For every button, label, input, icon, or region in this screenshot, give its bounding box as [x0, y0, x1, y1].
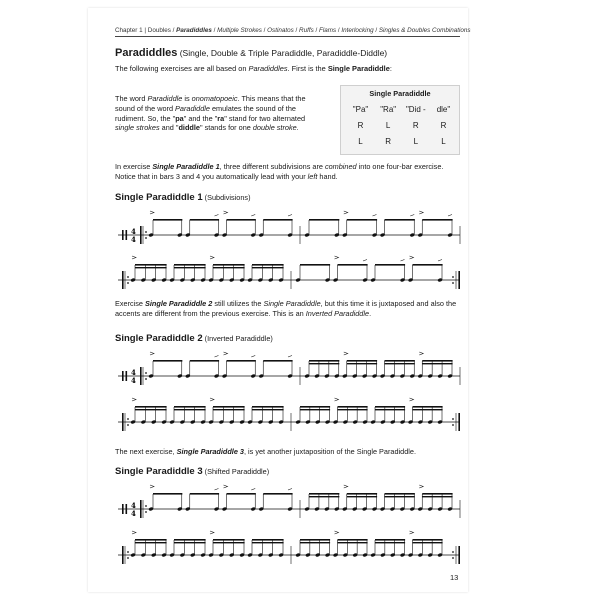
beam: [385, 363, 415, 364]
accent-mark: [335, 256, 339, 259]
repeat-dot: [452, 424, 454, 426]
beam: [375, 409, 405, 410]
crumb-multiple-strokes: Multiple Strokes: [217, 27, 262, 34]
accent-mark: [150, 352, 154, 355]
beam: [413, 264, 443, 266]
exercise-1-title: Single Paradiddle 1 (Subdivisions): [115, 192, 251, 203]
beam: [135, 267, 167, 268]
exercise-2-description: Exercise Single Paradiddle 2 still utilizes the Single Paradiddle, but this time it is juxtaposed and also the accents are different from the previous exercise. This is an Inverted Paradiddle.: [115, 299, 457, 318]
beam: [422, 493, 452, 495]
beam: [338, 539, 368, 541]
percussion-clef: [126, 230, 128, 240]
accent-mark: [150, 485, 154, 488]
accent-mark: [210, 398, 214, 401]
beam: [309, 363, 339, 364]
beam: [174, 539, 206, 541]
accent-mark: [410, 398, 414, 401]
beam: [252, 542, 284, 543]
beam: [174, 267, 206, 268]
accent-mark: [132, 398, 136, 401]
beam: [213, 539, 245, 541]
crumb-interlocking: Interlocking: [341, 27, 374, 34]
beam: [153, 219, 182, 221]
sticking-box-title: Single Paradiddle: [369, 89, 431, 98]
beam: [190, 219, 219, 221]
exercise-1-staff-line-2: [110, 250, 465, 306]
percussion-clef: [126, 504, 128, 514]
accent-mark: [419, 352, 423, 355]
beam: [135, 406, 167, 408]
beam: [375, 406, 405, 408]
accent-mark: [335, 531, 339, 534]
beam: [347, 363, 377, 364]
time-signature-bottom: 4: [131, 509, 136, 518]
beam: [213, 406, 245, 408]
repeat-dot: [452, 557, 454, 559]
exercise-1-description: In exercise Single Paradiddle 1, three different subdivisions are combined into one four-bar exercise. Notice that in bars 3 and 4 you automatically lead with your left hand.: [115, 162, 444, 181]
percussion-clef: [126, 371, 128, 381]
beam: [263, 219, 292, 221]
crumb-doubles: Doubles: [147, 27, 171, 34]
beam: [174, 406, 206, 408]
beam: [135, 264, 167, 266]
repeat-dot: [145, 231, 147, 233]
accent-mark: [132, 531, 136, 534]
section-subtitle: (Single, Double & Triple Paradiddle, Paradiddle-Diddle): [177, 48, 388, 58]
crumb-ruffs: Ruffs: [299, 27, 314, 34]
beam: [385, 493, 415, 495]
paradiddle-explanation: The word Paradiddle is onomatopoeic. This means that the sound of the word Paradiddle emulates the sound of the rudiment. So, the "pa" and the "ra" stand for two alternated single strokes and "diddle" stands for one double stroke.: [115, 94, 306, 133]
time-signature-top: 4: [131, 368, 136, 377]
beam: [338, 406, 368, 408]
header-divider: [115, 36, 460, 37]
time-signature-bottom: 4: [131, 235, 136, 244]
beam: [422, 363, 452, 364]
beam: [422, 496, 452, 497]
repeat-dot: [452, 276, 454, 278]
flam-slash: [251, 489, 255, 491]
flam-slash: [215, 356, 219, 358]
crumb-paradiddles-active: Paradiddles: [176, 27, 212, 34]
beam: [227, 360, 256, 362]
beam: [252, 264, 284, 266]
accent-mark: [224, 211, 228, 214]
intro-text: The following exercises are all based on Paradiddles. First is the Single Paradiddle:: [115, 64, 392, 73]
beam: [300, 539, 330, 541]
accent-mark: [419, 485, 423, 488]
flam-slash: [410, 215, 414, 217]
time-signature-bottom: 4: [131, 376, 136, 385]
repeat-start-bar: [140, 367, 142, 385]
repeat-dot: [145, 237, 147, 239]
beam: [135, 542, 167, 543]
flam-slash: [363, 260, 367, 262]
repeat-end-bar: [458, 271, 460, 289]
repeat-dot: [127, 282, 129, 284]
flam-slash: [438, 260, 442, 262]
percussion-clef: [122, 504, 124, 514]
exercise-2-title: Single Paradiddle 2 (Inverted Paradiddle): [115, 333, 273, 344]
repeat-start-bar: [122, 271, 124, 289]
beam: [413, 539, 443, 541]
flam-slash: [288, 215, 292, 217]
exercise-3-title: Single Paradiddle 3 (Shifted Paradiddle): [115, 466, 270, 477]
beam: [135, 409, 167, 410]
sticking-row-right-lead: R L R R: [357, 121, 447, 130]
beam: [375, 264, 405, 266]
chapter-header: Chapter 1 | Doubles / Paradiddles / Multiple Strokes / Ostinatos / Ruffs / Flams / Interlocking / Singles & Doubles Combinations: [115, 27, 471, 34]
beam: [422, 360, 452, 362]
beam: [347, 496, 377, 497]
flam-slash: [448, 215, 452, 217]
flam-slash: [251, 356, 255, 358]
repeat-dot: [127, 557, 129, 559]
accent-mark: [224, 352, 228, 355]
exercise-3-staff-line-2: [110, 525, 465, 581]
repeat-end-bar: [458, 413, 460, 431]
beam: [174, 409, 206, 410]
section-title: Paradiddles (Single, Double & Triple Paradiddle, Paradiddle-Diddle): [115, 47, 388, 59]
beam: [309, 360, 339, 362]
beam: [190, 360, 219, 362]
beam: [309, 496, 339, 497]
beam: [375, 539, 405, 541]
repeat-end-bar: [458, 546, 460, 564]
beam: [213, 409, 245, 410]
time-signature-top: 4: [131, 501, 136, 510]
repeat-dot: [452, 418, 454, 420]
page-number: 13: [450, 573, 459, 582]
accent-mark: [210, 256, 214, 259]
repeat-dot: [127, 551, 129, 553]
accent-mark: [150, 211, 154, 214]
beam: [213, 264, 245, 266]
beam: [153, 493, 182, 495]
repeat-dot: [145, 511, 147, 513]
syllable-row: "Pa" "Ra" "Did - dle": [352, 105, 451, 114]
beam: [174, 542, 206, 543]
accent-mark: [419, 211, 423, 214]
beam: [385, 496, 415, 497]
flam-slash: [401, 260, 405, 262]
beam: [300, 264, 330, 266]
accent-mark: [344, 485, 348, 488]
beam: [213, 542, 245, 543]
beam: [413, 406, 443, 408]
beam: [252, 267, 284, 268]
beam: [263, 493, 292, 495]
chapter-label: Chapter 1: [115, 27, 143, 34]
repeat-dot: [127, 276, 129, 278]
repeat-start-bar: [140, 500, 142, 518]
beam: [413, 542, 443, 543]
beam: [174, 264, 206, 266]
repeat-dot: [127, 424, 129, 426]
beam: [385, 360, 415, 362]
crumb-singles-doubles: Singles & Doubles Combinations: [378, 27, 471, 34]
beam: [300, 409, 330, 410]
crumb-ostinatos: Ostinatos: [267, 27, 294, 34]
beam: [263, 360, 292, 362]
beam: [338, 264, 368, 266]
accent-mark: [224, 485, 228, 488]
accent-mark: [344, 352, 348, 355]
beam: [347, 493, 377, 495]
crumb-flams: Flams: [318, 27, 337, 34]
beam: [227, 493, 256, 495]
beam: [375, 542, 405, 543]
beam: [300, 406, 330, 408]
beam: [338, 542, 368, 543]
repeat-dot: [452, 282, 454, 284]
percussion-clef: [122, 230, 124, 240]
beam: [252, 406, 284, 408]
flam-slash: [373, 215, 377, 217]
beam: [153, 360, 182, 362]
sticking-box: [340, 85, 460, 155]
repeat-dot: [145, 372, 147, 374]
repeat-start-bar: [140, 226, 142, 244]
time-signature-top: 4: [131, 227, 136, 236]
beam: [385, 219, 415, 221]
accent-mark: [410, 531, 414, 534]
repeat-start-bar: [122, 546, 124, 564]
repeat-dot: [127, 418, 129, 420]
beam: [252, 539, 284, 541]
accent-mark: [335, 398, 339, 401]
beam: [309, 219, 339, 221]
beam: [309, 493, 339, 495]
beam: [413, 409, 443, 410]
flam-slash: [288, 489, 292, 491]
beam: [135, 539, 167, 541]
repeat-dot: [145, 505, 147, 507]
beam: [213, 267, 245, 268]
sticking-row-left-lead: L R L L: [358, 137, 446, 146]
beam: [300, 542, 330, 543]
flam-slash: [215, 489, 219, 491]
beam: [227, 219, 256, 221]
flam-slash: [215, 215, 219, 217]
exercise-3-description: The next exercise, Single Paradiddle 3, is yet another juxtaposition of the Single Paradiddle.: [115, 447, 416, 456]
beam: [347, 219, 377, 221]
beam: [347, 360, 377, 362]
repeat-start-bar: [122, 413, 124, 431]
accent-mark: [344, 211, 348, 214]
accent-mark: [132, 256, 136, 259]
beam: [252, 409, 284, 410]
beam: [338, 409, 368, 410]
beam: [190, 493, 219, 495]
repeat-dot: [452, 551, 454, 553]
exercise-2-staff-line-2: [110, 392, 465, 448]
repeat-dot: [145, 378, 147, 380]
flam-slash: [251, 215, 255, 217]
percussion-clef: [122, 371, 124, 381]
accent-mark: [210, 531, 214, 534]
beam: [422, 219, 452, 221]
flam-slash: [288, 356, 292, 358]
accent-mark: [410, 256, 414, 259]
